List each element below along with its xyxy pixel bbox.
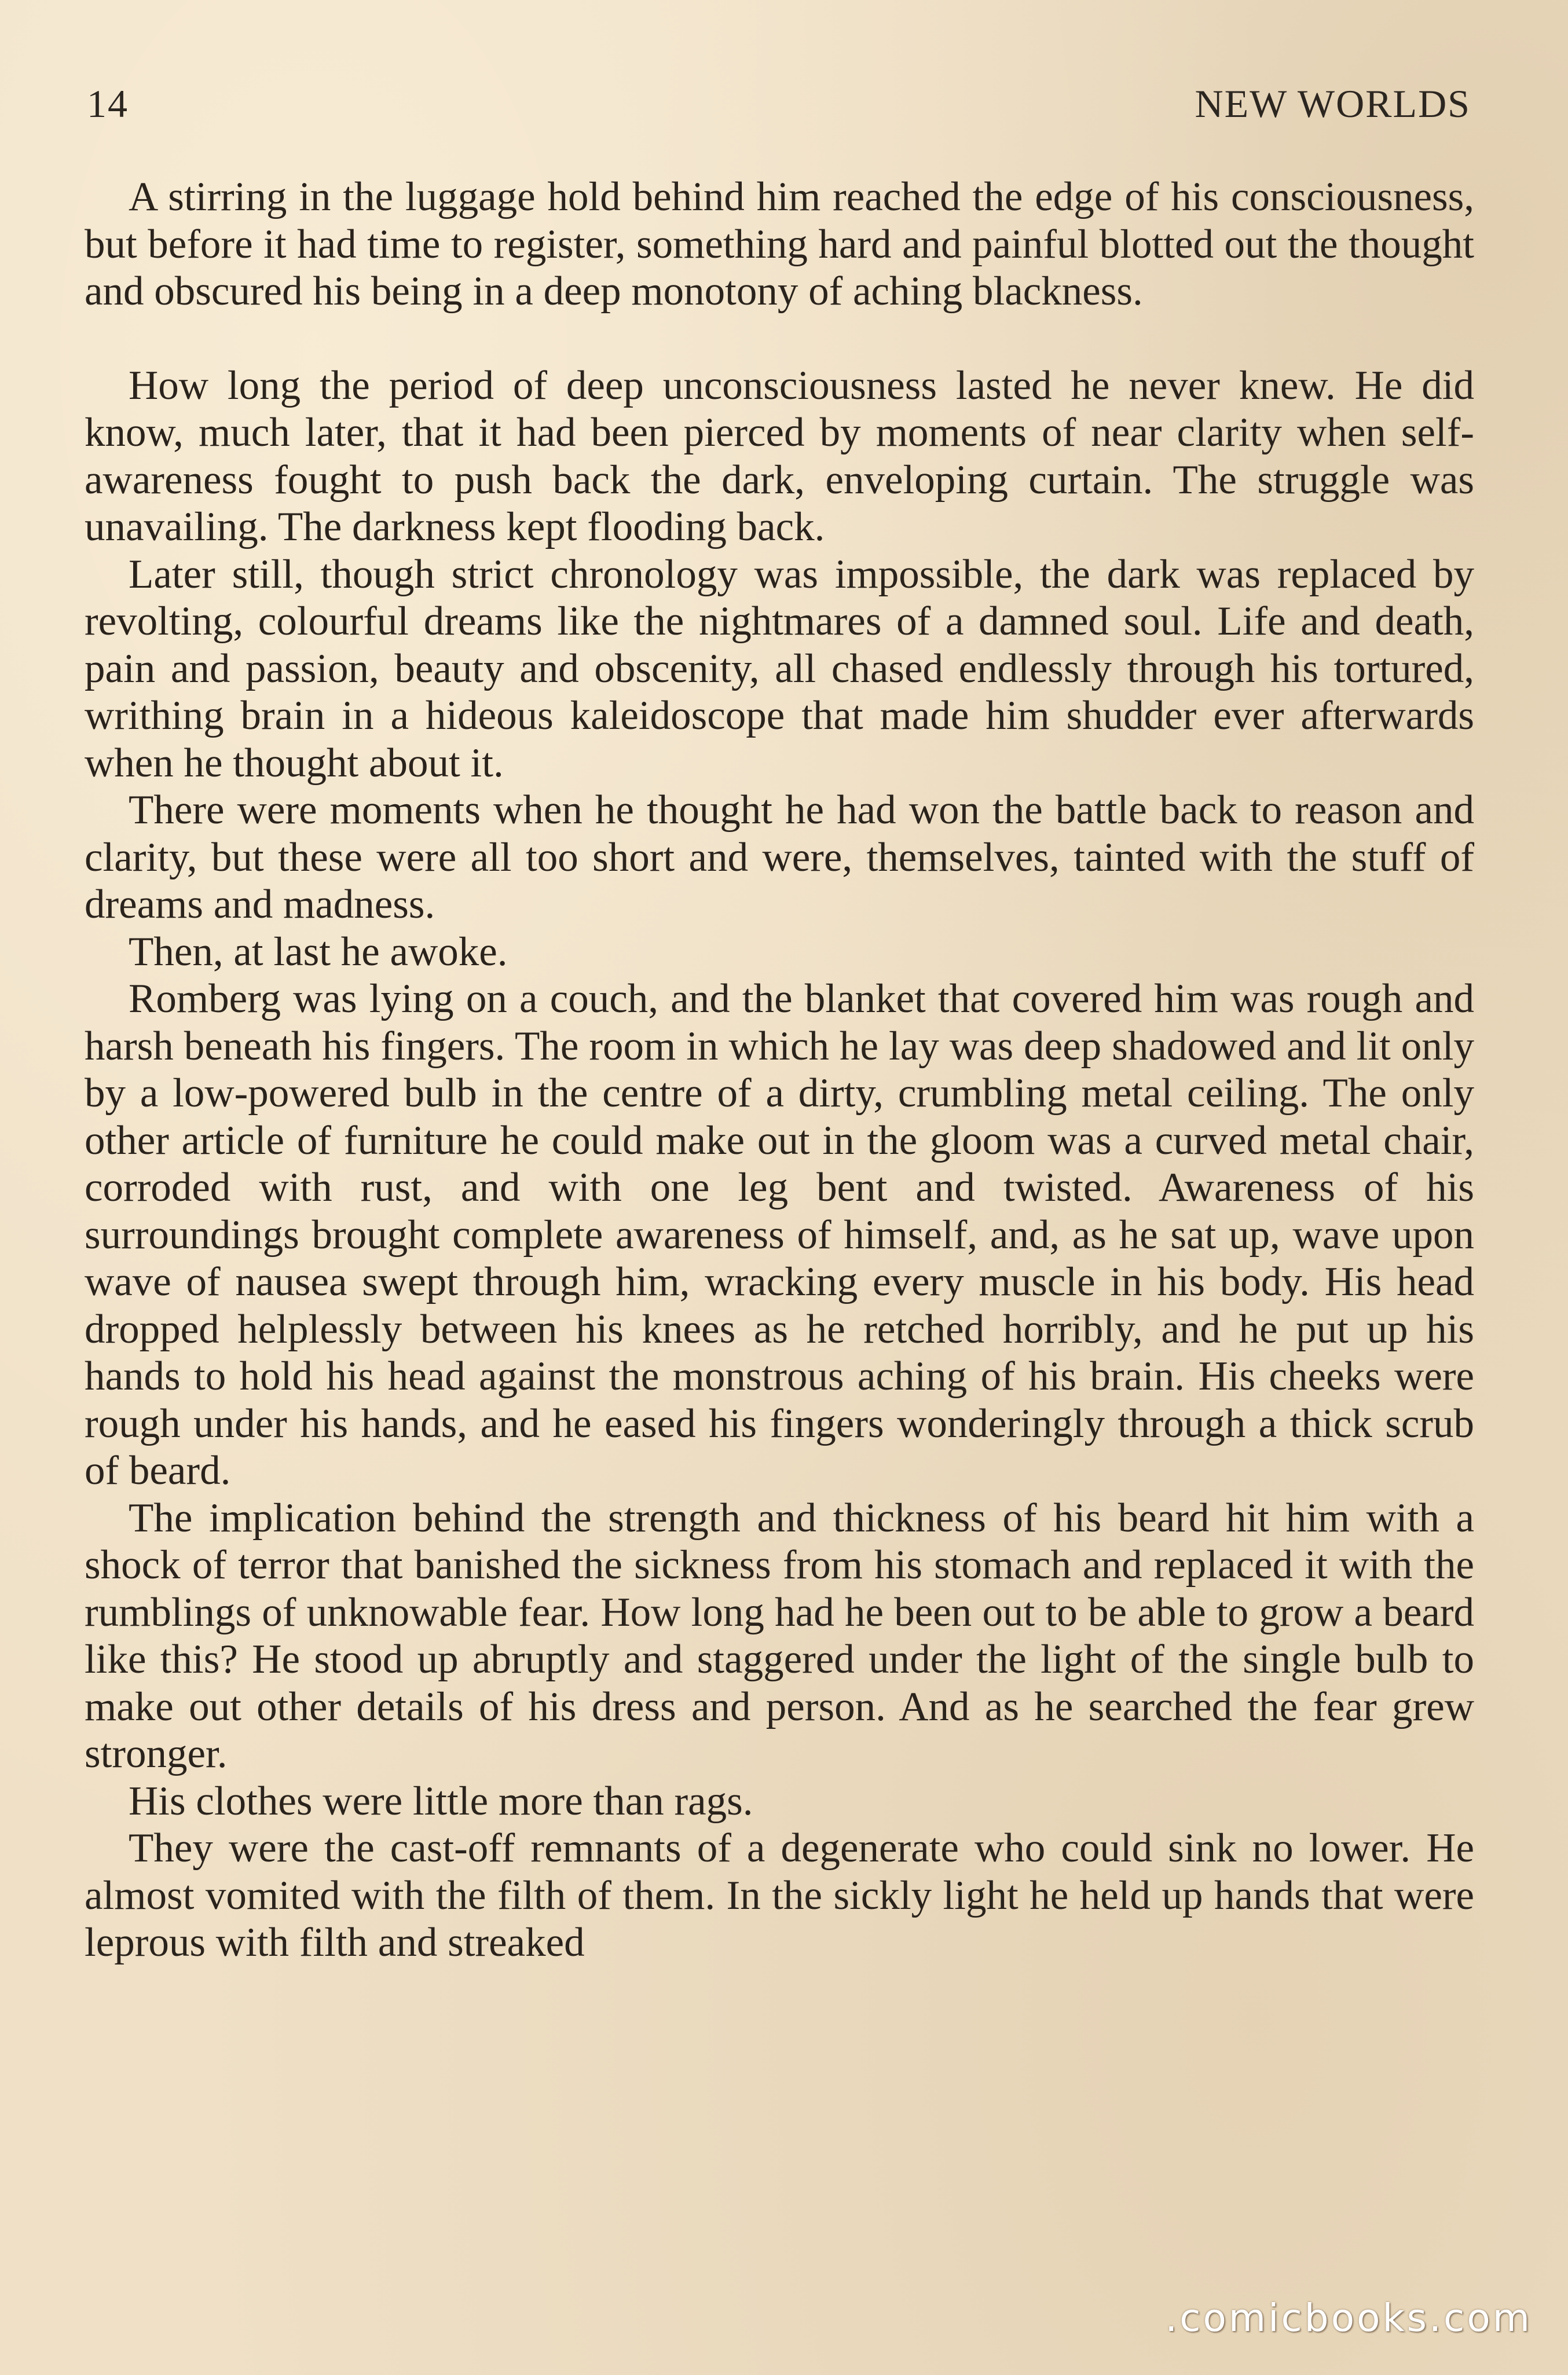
body-text	[85, 174, 1474, 1967]
paragraph: The implication behind the strength and thickness of his beard hit him with a shock of terror that banished the sickness from his stomach and replaced it with the rumblings of unknowable fear. How long had he been out to be able to grow a beard like this? He stood up abruptly and staggered under the light of the single bulb to make out other details of his dress and person. And as he searched the fear grew stronger.	[85, 1495, 1474, 1776]
paragraph: Romberg was lying on a couch, and the blanket that covered him was rough and harsh beneath his fingers. The room in which he lay was deep shadowed and lit only by a low-powered bulb in the centre of a dirty, crumbling metal ceiling. The only other article of furniture he could make out in the gloom was a curved metal chair, corroded with rust, and with one leg bent and twisted. Awareness of his surroundings brought complete awareness of himself, and, as he sat up, wave upon wave of nausea swept through him, wracking every muscle in his body. His head dropped helplessly between his knees as he retched horribly, and he put up his hands to hold his head against the monstrous aching of his brain. His cheeks were rough under his hands, and he eased his fingers wonderingly through a thick scrub of beard.	[85, 976, 1474, 1493]
page-number: 14	[87, 82, 129, 126]
paragraph: His clothes were little more than rags.	[129, 1778, 753, 1824]
running-title: NEW WORLDS	[1195, 82, 1471, 126]
paragraph: Then, at last he awoke.	[129, 929, 508, 974]
paragraph: Later still, though strict chronology was impossible, the dark was replaced by revolting, colourful dreams like the nightmares of a damned soul. Life and death, pain and passion, beauty and obscenity, all chased endlessly through his tortured, writhing brain in a hideous kaleidoscope that made him shudder ever afterwards when he thought about it.	[85, 551, 1474, 786]
page-header	[87, 81, 1471, 145]
paragraph: They were the cast-off remnants of a degenerate who could sink no lower. He almost vomited with the filth of them. In the sickly light he held up hands that were leprous with filth and streaked	[85, 1826, 1474, 1965]
watermark: .comicbooks.com	[1165, 2296, 1532, 2340]
paragraph: How long the period of deep unconsciousness lasted he never knew. He did know, much later, that it had been pierced by moments of near clarity when self-awareness fought to push back the dark, enveloping curtain. The struggle was unavailing. The darkness kept flooding back.	[85, 362, 1474, 549]
paragraph: A stirring in the luggage hold behind him reached the edge of his consciousness, but before it had time to register, something hard and painful blotted out the thought and obscured his being in a deep monotony of aching blackness.	[85, 174, 1474, 314]
paragraph: There were moments when he thought he had won the battle back to reason and clarity, but these were all too short and were, themselves, tainted with the stuff of dreams and madness.	[85, 787, 1474, 927]
